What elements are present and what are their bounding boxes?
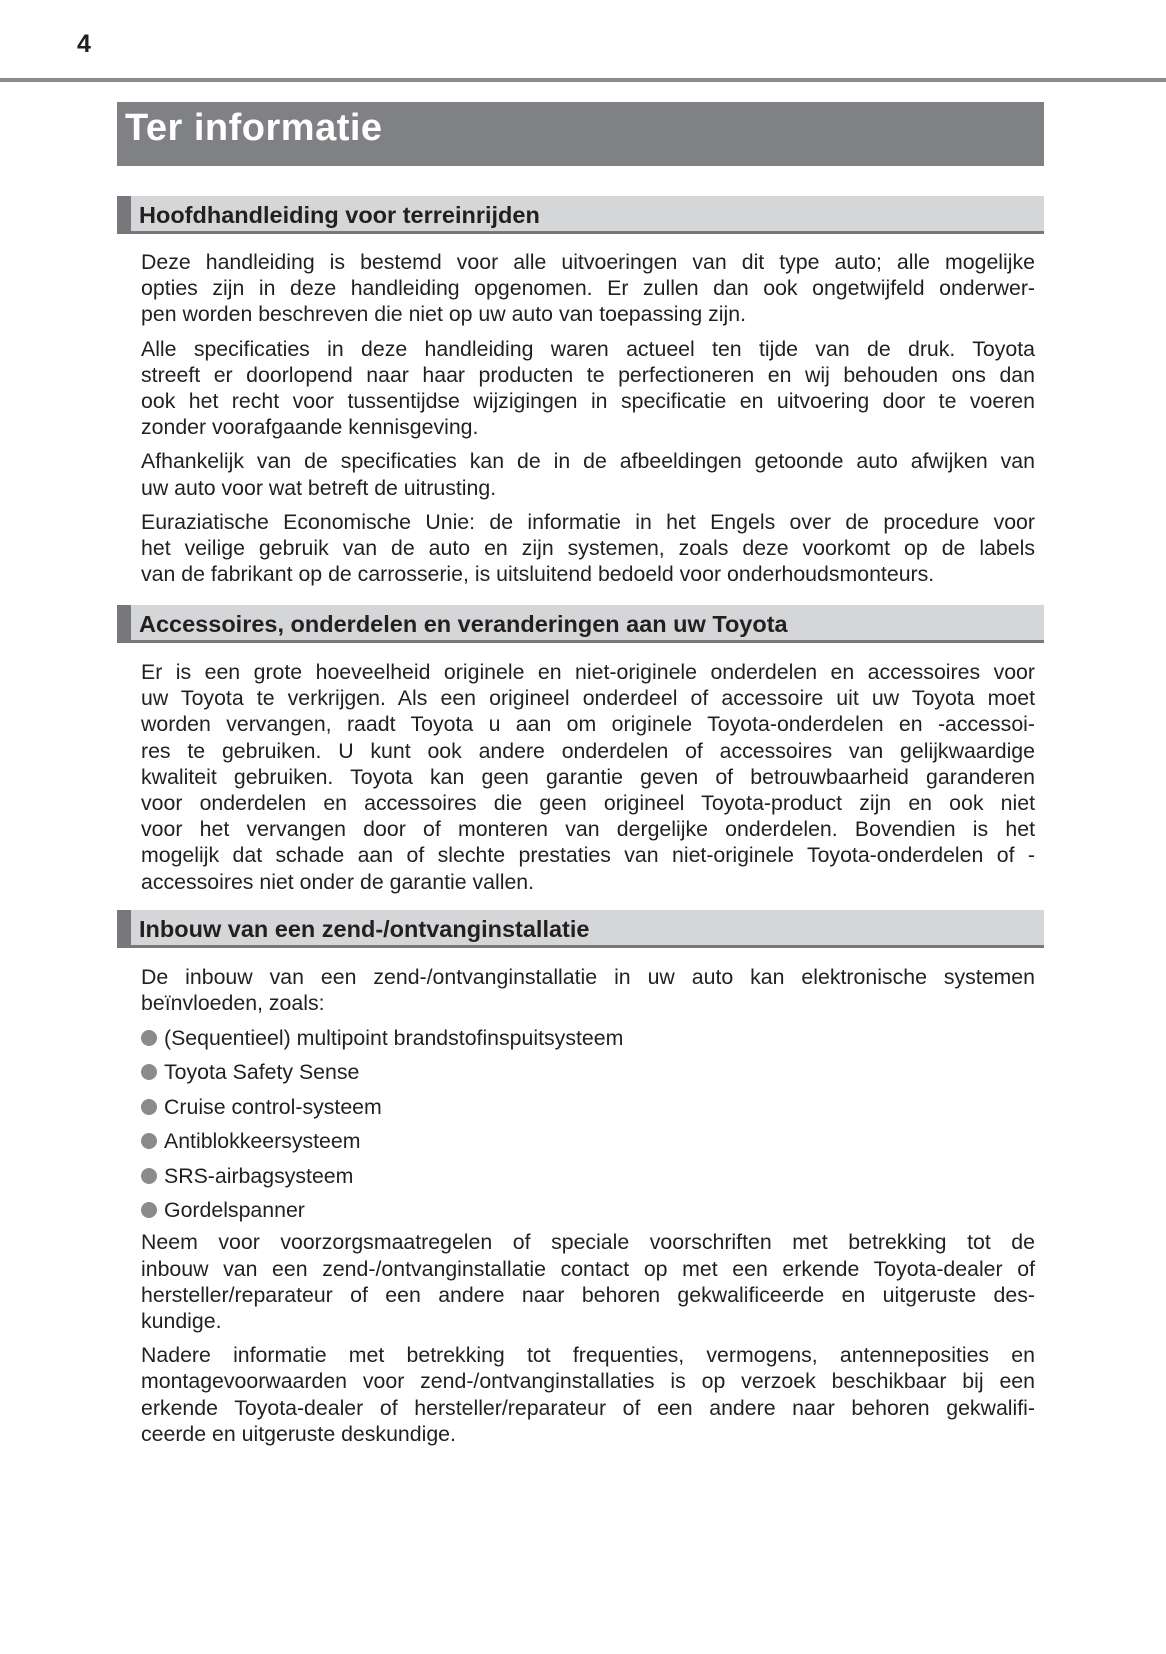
paragraph [141,659,1035,895]
bullet-dot-icon [141,1099,157,1115]
section-title: Hoofdhandleiding voor terreinrijden [139,202,540,228]
text-line: Nadere informatie met betrekking tot frequenties, vermogens, antenneposities en [141,1343,1035,1368]
text-line: res te gebruiken. U kunt ook andere onderdelen of accessoires van gelijkwaardige [141,738,1035,763]
bullet-text: SRS-airbagsysteem [164,1163,354,1188]
paragraph [141,1229,1035,1334]
top-rule [0,78,1166,82]
text-line: Alle specificaties in deze handleiding waren actueel ten tijde van de druk. Toyota [141,336,1035,361]
bullet-dot-icon [141,1133,157,1149]
text-line: beïnvloeden, zoals: [141,991,325,1016]
section-stripe [117,910,131,945]
text-line: Er is een grote hoeveelheid originele en niet-originele onderdelen en accessoires voor [141,660,1035,684]
text-line: Neem voor voorzorgsmaatregelen of speciale voorschriften met betrekking tot de [141,1230,1035,1255]
text-line: opties zijn in deze handleiding opgenomen. Er zullen dan ook ongetwijfeld onderwer- [141,276,1035,301]
bullet-dot-icon [141,1202,157,1218]
text-line: De inbouw van een zend-/ontvanginstallatie in uw auto kan elektronische systemen [141,965,1035,989]
paragraph [141,336,1035,441]
text-line: streeft er doorlopend naar haar producten te perfectioneren en wij behouden ons dan [141,362,1035,387]
paragraph [141,509,1035,588]
bullet-text: Toyota Safety Sense [164,1060,360,1085]
bullet-text: (Sequentieel) multipoint brandstofinspuitsysteem [164,1025,624,1050]
text-line: voor het vervangen door of monteren van dergelijke onderdelen. Bovendien is het [141,817,1035,842]
section-header-zendinstallatie [117,910,1044,948]
text-line: erkende Toyota-dealer of hersteller/reparateur of een andere naar behoren gekwalifi- [141,1395,1035,1420]
text-line: inbouw van een zend-/ontvanginstallatie contact op met een erkende Toyota-dealer of [141,1256,1035,1281]
text-line: hersteller/reparateur of een andere naar behoren gekwalificeerde en uitgeruste des- [141,1282,1035,1307]
section-stripe [117,196,131,231]
text-line: kundige. [141,1308,222,1333]
bullet-dot-icon [141,1064,157,1080]
section-body-accessoires [141,659,1035,903]
paragraph [141,1342,1035,1447]
section-header-terreinrijden [117,196,1044,234]
section-body-zendinstallatie [141,964,1035,1455]
paragraph [141,249,1035,328]
text-line: ceerde en uitgeruste deskundige. [141,1421,456,1446]
bullet-dot-icon [141,1030,157,1046]
bullet-text: Gordelspanner [164,1198,305,1223]
bullet-item [141,1089,1035,1124]
bullet-item [141,1055,1035,1090]
text-line: het veilige gebruik van de auto en zijn systemen, zoals deze voorkomt op de labels [141,535,1035,560]
text-line: accessoires niet onder de garantie vallen. [141,869,535,894]
bullet-dot-icon [141,1168,157,1184]
text-line: Deze handleiding is bestemd voor alle uitvoeringen van dit type auto; alle mogelijke [141,250,1035,274]
bullet-item [141,1124,1035,1159]
bullet-item [141,1158,1035,1193]
text-line: mogelijk dat schade aan of slechte prestaties van niet-originele Toyota-onderdelen of - [141,843,1035,868]
text-line: uw auto voor wat betreft de uitrusting. [141,475,497,500]
bullet-item [141,1020,1035,1055]
bullet-item [141,1193,1035,1228]
section-title: Accessoires, onderdelen en veranderingen aan uw Toyota [139,611,788,637]
section-stripe [117,605,131,640]
section-title: Inbouw van een zend-/ontvanginstallatie [139,916,590,942]
paragraph [141,448,1035,500]
page-number: 4 [77,30,91,58]
text-line: kwaliteit gebruiken. Toyota kan geen garantie geven of betrouwbaarheid garanderen [141,764,1035,789]
section-body-terreinrijden [141,249,1035,595]
text-line: uw Toyota te verkrijgen. Als een origineel onderdeel of accessoire uit uw Toyota moet [141,686,1035,711]
text-line: voor onderdelen en accessoires die geen origineel Toyota-product zijn en ook niet [141,790,1035,815]
chapter-title-bar [117,102,1044,166]
text-line: worden vervangen, raadt Toyota u aan om originele Toyota-onderdelen en -accessoi- [141,712,1035,737]
text-line: van de fabrikant op de carrosserie, is uitsluitend bedoeld voor onderhoudsmonteurs. [141,562,935,587]
paragraph [141,964,1035,1016]
bullet-list [141,1020,1035,1227]
text-line: montagevoorwaarden voor zend-/ontvanginstallaties is op verzoek beschikbaar bij een [141,1369,1035,1394]
text-line: Euraziatische Economische Unie: de informatie in het Engels over de procedure voor [141,509,1035,534]
bullet-text: Antiblokkeersysteem [164,1129,361,1154]
bullet-text: Cruise control-systeem [164,1094,382,1119]
text-line: Afhankelijk van de specificaties kan de in de afbeeldingen getoonde auto afwijken van [141,449,1035,474]
section-header-accessoires [117,605,1044,643]
chapter-title: Ter informatie [125,107,383,149]
text-line: ook het recht voor tussentijdse wijzigingen in specificatie en uitvoering door te voeren [141,388,1035,413]
text-line: pen worden beschreven die niet op uw auto van toepassing zijn. [141,302,746,327]
text-line: zonder voorafgaande kennisgeving. [141,415,479,440]
